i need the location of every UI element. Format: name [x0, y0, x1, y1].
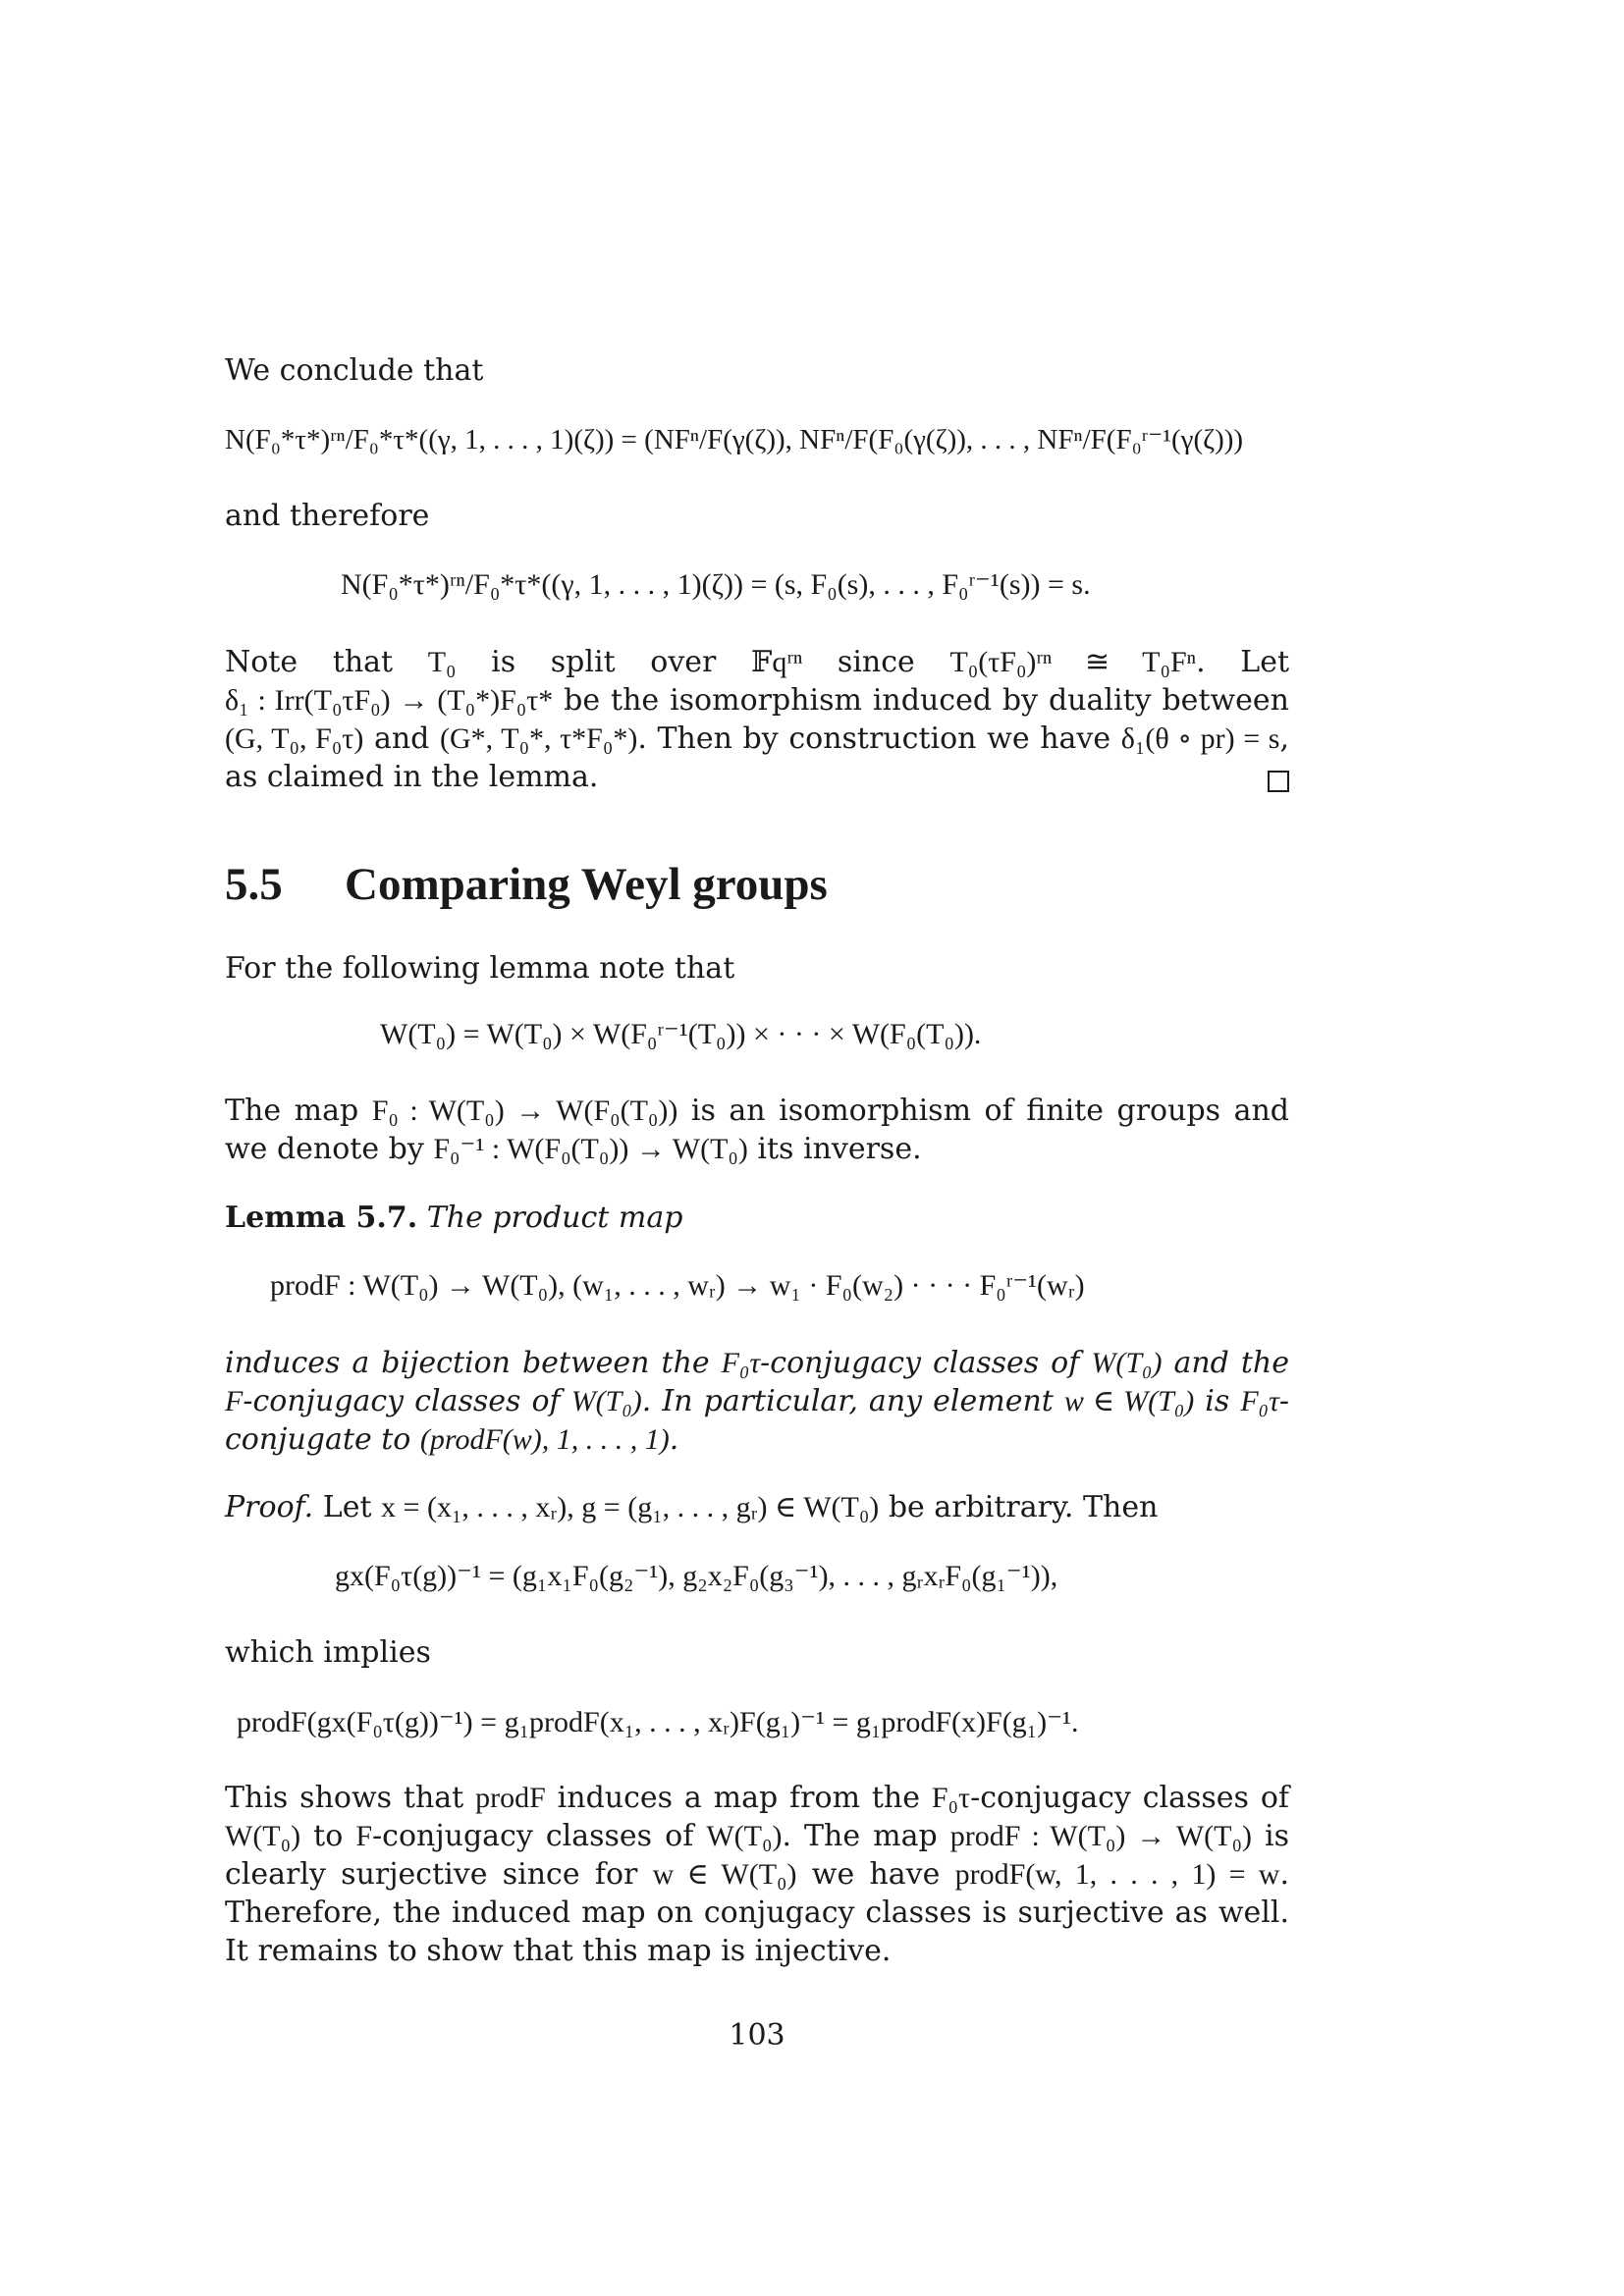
math-inline: prodF	[475, 1782, 546, 1814]
text-segment: induces a bijection between the	[225, 1346, 722, 1380]
paragraph-note-split	[225, 643, 1289, 796]
proof-label: Proof.	[225, 1490, 314, 1524]
text-segment: . In particular, any element	[641, 1384, 1064, 1418]
math-inline: W(T₀)	[706, 1820, 783, 1852]
text-segment: and the	[1162, 1346, 1289, 1380]
text-segment: -conjugacy classes of	[243, 1384, 571, 1418]
lemma-label: Lemma 5.7.	[225, 1201, 418, 1235]
paragraph-proof	[225, 1488, 1289, 1526]
text-segment: -conjugacy classes of	[760, 1346, 1092, 1380]
paragraph-implies: which implies	[225, 1635, 431, 1670]
math-inline: F₀τ	[721, 1347, 761, 1379]
math-inline: 𝔽qʳⁿ	[751, 646, 803, 678]
math-inline: T₀	[427, 646, 457, 678]
paragraph-conclude: We conclude that	[225, 353, 484, 388]
paragraph-lemma-body	[225, 1344, 1289, 1459]
math-inline: prodF : W(T₀) → W(T₀)	[949, 1820, 1252, 1852]
text-segment: is	[1194, 1384, 1241, 1418]
text-segment: -conjugate to	[225, 1384, 1289, 1457]
math-inline: F	[225, 1385, 244, 1417]
equation-conjugation: gx(F₀τ(g))⁻¹ = (g₁x₁F₀(g₂⁻¹), g₂x₂F₀(g₃⁻¹), . . . , gᵣxᵣF₀(g₁⁻¹)),	[335, 1560, 1058, 1592]
text-segment: is clearly surjective since for	[225, 1819, 1289, 1892]
paragraph-surjective	[225, 1779, 1289, 1970]
math-inline: F₀⁻¹ : W(F₀(T₀)) → W(T₀)	[433, 1133, 748, 1165]
section-heading	[225, 858, 828, 911]
paragraph-following-lemma: For the following lemma note that	[225, 951, 735, 986]
math-inline: prodF(w, 1, . . . , 1) = w	[954, 1858, 1280, 1891]
text-segment: This shows that	[225, 1781, 476, 1815]
math-inline: F₀τ	[1240, 1385, 1279, 1417]
math-inline: (prodF(w), 1, . . . , 1)	[419, 1423, 670, 1456]
text-segment: Note that	[225, 645, 428, 679]
text-segment: .	[669, 1422, 679, 1457]
math-inline: w ∈ W(T₀)	[652, 1858, 797, 1891]
text-segment: induces a map from the	[545, 1781, 932, 1815]
math-inline: δ₁(θ ∘ pr) = s	[1120, 722, 1280, 755]
text-segment: and	[363, 721, 441, 756]
text-segment: The map	[225, 1094, 372, 1128]
math-inline: F	[355, 1820, 373, 1852]
math-inline: W(T₀)	[225, 1820, 301, 1852]
text-segment: be arbitrary. Then	[879, 1490, 1159, 1524]
text-segment: , as claimed in the lemma.	[225, 721, 1289, 794]
math-inline: (G, T₀, F₀τ)	[225, 722, 364, 755]
math-inline: δ₁ : Irr(T₀τF₀) → (T₀*)F₀τ*	[225, 684, 554, 717]
text-segment: its inverse.	[747, 1132, 922, 1166]
text-segment: Let	[313, 1490, 382, 1524]
text-segment: -conjugacy classes of	[970, 1781, 1289, 1815]
math-inline: x = (x₁, . . . , xᵣ), g = (g₁, . . . , gᵣ) ∈ W(T₀)	[381, 1491, 880, 1523]
equation-norm-1: N(F₀*τ*)ʳⁿ/F₀*τ*((γ, 1, . . . , 1)(ζ)) = (NFⁿ/F(γ(ζ)), NFⁿ/F(F₀(γ(ζ)), . . . , NFⁿ/F(F₀ʳ⁻¹(γ(ζ)))	[225, 424, 1244, 455]
section-number: 5.5	[225, 859, 283, 910]
equation-weyl-product: W(T₀) = W(T₀) × W(F₀ʳ⁻¹(T₀)) × · · · × W(F₀(T₀)).	[380, 1018, 982, 1050]
equation-prod-conjugation: prodF(gx(F₀τ(g))⁻¹) = g₁prodF(x₁, . . . , xᵣ)F(g₁)⁻¹ = g₁prodF(x)F(g₁)⁻¹.	[237, 1706, 1079, 1738]
math-inline: (G*, T₀*, τ*F₀*)	[440, 722, 638, 755]
math-inline: W(T₀)	[570, 1385, 642, 1417]
lemma-intro: The product map	[426, 1201, 683, 1235]
math-inline: F₀τ	[931, 1782, 971, 1814]
text-segment: we have	[796, 1857, 955, 1892]
paragraph-therefore: and therefore	[225, 499, 430, 533]
text-segment: is an isomorphism of finite groups and we denote by	[225, 1094, 1289, 1166]
text-segment: to	[300, 1819, 356, 1853]
qed-box-icon	[1268, 771, 1289, 792]
math-inline: F₀ : W(T₀) → W(F₀(T₀))	[371, 1095, 678, 1127]
paragraph-map-f0	[225, 1092, 1289, 1168]
text-segment: is split over	[456, 645, 752, 679]
equation-norm-2: N(F₀*τ*)ʳⁿ/F₀*τ*((γ, 1, . . . , 1)(ζ)) = (s, F₀(s), . . . , F₀ʳ⁻¹(s)) = s.	[341, 568, 1091, 601]
text-segment: . Then by construction we have	[637, 721, 1121, 756]
math-inline: w ∈ W(T₀)	[1063, 1385, 1195, 1417]
math-inline: W(T₀)	[1091, 1347, 1163, 1379]
equation-product-map: prodF : W(T₀) → W(T₀), (w₁, . . . , wᵣ) → w₁ · F₀(w₂) · · · · F₀ʳ⁻¹(wᵣ)	[270, 1269, 1085, 1302]
page-number: 103	[729, 2018, 785, 2053]
section-title: Comparing Weyl groups	[345, 859, 828, 910]
math-inline: T₀(τF₀)ʳⁿ ≅ T₀Fⁿ	[949, 646, 1197, 678]
text-segment: since	[802, 645, 950, 679]
text-segment: . Let	[1196, 645, 1289, 679]
text-segment: be the isomorphism induced by duality between	[553, 683, 1290, 718]
lemma-statement	[225, 1199, 1289, 1237]
text-segment: -conjugacy classes of	[372, 1819, 707, 1853]
text-segment: . The map	[782, 1819, 950, 1853]
text-segment: . Therefore, the induced map on conjugacy classes is surjective as well. It remains to show that this map is injective.	[225, 1857, 1289, 1968]
